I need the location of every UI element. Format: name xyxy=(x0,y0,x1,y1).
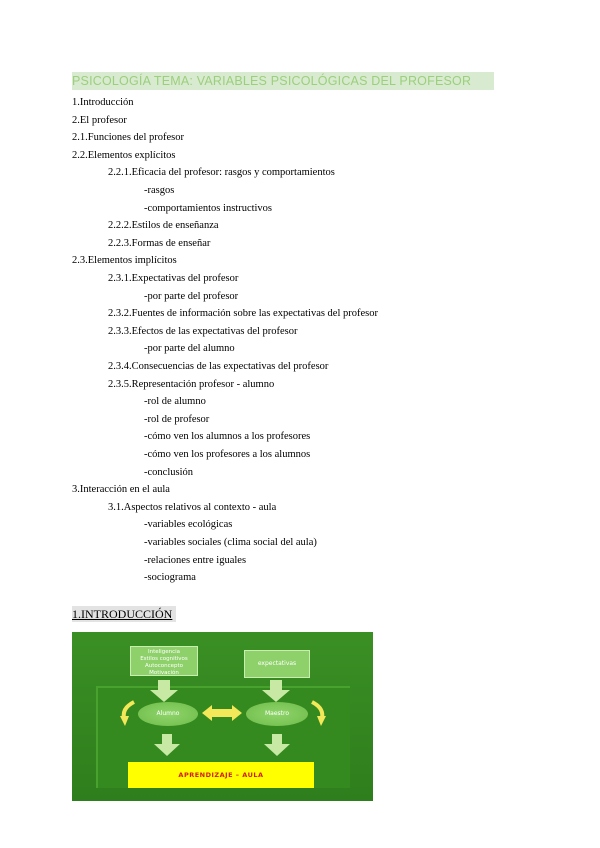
introduction-diagram xyxy=(72,632,373,801)
toc-item: 2.2.1.Eficacia del profesor: rasgos y comportamientos xyxy=(108,167,335,179)
page-title: PSICOLOGÍA TEMA: VARIABLES PSICOLÓGICAS DEL PROFESOR xyxy=(72,72,494,90)
student-variables-box xyxy=(130,646,198,676)
down-arrow-left-icon xyxy=(150,690,178,702)
toc-item: -por parte del alumno xyxy=(144,343,235,355)
toc-item: -rol de alumno xyxy=(144,396,206,408)
learning-classroom-box: APRENDIZAJE – AULA xyxy=(128,762,314,788)
down-arrow-right-icon xyxy=(262,690,290,702)
toc-item: 2.3.1.Expectativas del profesor xyxy=(108,273,239,284)
down-arrow-teacher-icon xyxy=(264,734,290,756)
student-ellipse: Alumno xyxy=(138,702,198,726)
toc-item: 2.3.5.Representación profesor - alumno xyxy=(108,378,275,390)
toc-item: -rol de profesor xyxy=(144,413,210,425)
toc-item: 2.El profesor xyxy=(72,114,127,126)
section-heading-introduccion: 1.INTRODUCCIÓN xyxy=(72,606,176,622)
expectations-box: expectativas xyxy=(244,650,310,678)
toc-item: 3.1.Aspectos relativos al contexto - aula xyxy=(108,501,277,513)
toc-item: 2.1.Funciones del profesor xyxy=(72,132,184,144)
toc-item: -por parte del profesor xyxy=(144,290,239,302)
curved-arrow-right-icon xyxy=(310,700,326,728)
toc-item: 2.3.3.Efectos de las expectativas del profesor xyxy=(108,325,298,337)
down-arrow-student-icon xyxy=(154,734,180,756)
toc-item: -rasgos xyxy=(144,185,175,196)
teacher-ellipse: Maestro xyxy=(246,702,308,726)
toc-item: 3.Interacción en el aula xyxy=(72,484,170,496)
toc-item: -cómo ven los alumnos a los profesores xyxy=(144,431,311,443)
toc-item: -variables ecológicas xyxy=(144,519,233,531)
toc-item: -variables sociales (clima social del aula) xyxy=(144,537,317,548)
student-variable-line: Motivación xyxy=(149,670,179,676)
toc-item: 2.3.2.Fuentes de información sobre las expectativas del profesor xyxy=(108,308,379,320)
student-variable-line: Estilos cognitivos xyxy=(140,656,188,662)
toc-item: -sociograma xyxy=(144,572,196,584)
toc-item: 2.3.4.Consecuencias de las expectativas del profesor xyxy=(108,361,329,372)
toc-item: -cómo ven los profesores a los alumnos xyxy=(144,449,311,460)
toc-item: 2.3.Elementos implícitos xyxy=(72,255,177,267)
toc-item: 2.2.Elementos explícitos xyxy=(72,149,176,161)
toc-item: 1.Introducción xyxy=(72,97,134,108)
toc-item: -comportamientos instructivos xyxy=(144,202,273,214)
student-variable-line: Inteligencia xyxy=(148,649,180,655)
double-arrow-icon xyxy=(202,705,242,721)
toc-item: -conclusión xyxy=(144,466,193,478)
toc-item: -relaciones entre iguales xyxy=(144,554,247,566)
toc-item: 2.2.3.Formas de enseñar xyxy=(108,237,211,249)
student-variable-line: Autoconcepto xyxy=(144,663,184,669)
toc-item: 2.2.2.Estilos de enseñanza xyxy=(108,220,219,232)
curved-arrow-left-icon xyxy=(120,700,136,728)
